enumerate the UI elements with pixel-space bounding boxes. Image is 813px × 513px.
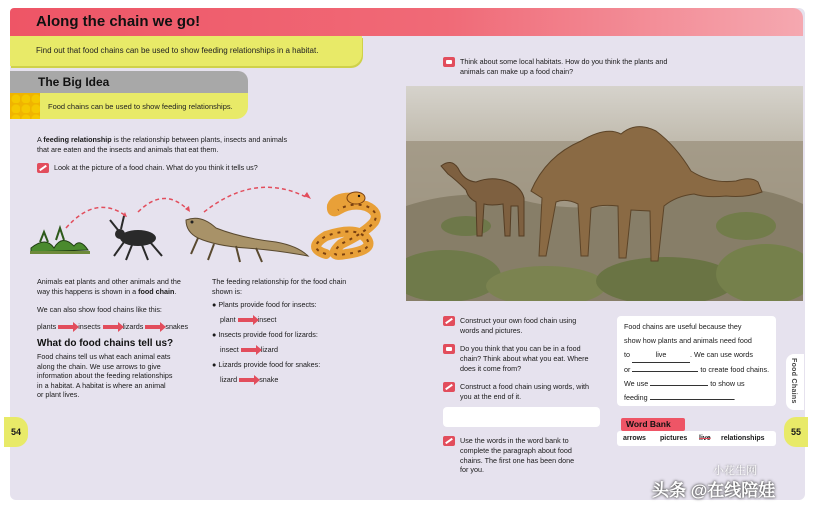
col2-intro bbox=[212, 277, 346, 296]
chain-word-plants: plants bbox=[37, 322, 57, 331]
speech-bubble-icon bbox=[443, 344, 455, 354]
answer-box[interactable] bbox=[443, 407, 600, 427]
word-chain bbox=[37, 322, 188, 332]
cloze-line5-post: to show us bbox=[710, 379, 745, 388]
word-bank-item: arrows bbox=[623, 435, 646, 442]
arrow-icon bbox=[145, 325, 161, 329]
task1-line1: Construct your own food chain using bbox=[460, 316, 577, 325]
dots-pattern bbox=[10, 93, 40, 119]
task2 bbox=[443, 344, 589, 373]
pencil-icon bbox=[443, 382, 455, 392]
intro-text: Find out that food chains can be used to show feeding relationships in a habitat. bbox=[36, 46, 319, 55]
side-tab bbox=[786, 354, 804, 410]
think-line1: Think about some local habitats. How do you think the plants and bbox=[460, 57, 668, 66]
snake-icon bbox=[316, 192, 376, 255]
cloze-line3-pre: to bbox=[624, 350, 630, 359]
task3-line2: you at the end of it. bbox=[460, 392, 522, 402]
col1-paragraph2: We can also show food chains like this: bbox=[37, 305, 162, 314]
arc-arrow-1 bbox=[66, 207, 126, 228]
task4-line3: chains. The first one has been done bbox=[460, 455, 575, 465]
watermark-small: 小花生网 bbox=[713, 465, 757, 477]
page-title: Along the chain we go! bbox=[36, 13, 201, 30]
col1-p3-line: information about the feeding relationships bbox=[37, 371, 173, 381]
arc-head-2 bbox=[185, 206, 190, 212]
cloze-line6-post: . bbox=[733, 393, 736, 402]
cloze-line3-post: . We can use words bbox=[690, 350, 753, 359]
word-bank-item: relationships bbox=[721, 435, 765, 442]
task4-line2: complete the paragraph about food bbox=[460, 446, 572, 456]
cloze-box bbox=[617, 316, 776, 406]
bullet-text: Lizards provide food for snakes: bbox=[218, 360, 321, 369]
col1-p1-line2: way this happens is shown in a bbox=[37, 286, 137, 296]
bullet-from: insect bbox=[220, 345, 239, 354]
task4-line1: Use the words in the word bank to bbox=[460, 436, 569, 445]
task4-line4: for you. bbox=[460, 465, 484, 475]
cloze-blank-filled: live bbox=[632, 348, 690, 363]
look-prompt-row bbox=[37, 163, 258, 173]
page-number-left: 54 bbox=[4, 417, 28, 447]
col2-intro-line1: The feeding relationship for the food chain bbox=[212, 277, 347, 286]
arrow-icon bbox=[238, 318, 254, 322]
definition-post: is the relationship between plants, insects and animals bbox=[113, 135, 288, 144]
bullet-from: plant bbox=[220, 315, 236, 324]
word-bank bbox=[617, 431, 776, 446]
cloze-line4-post: to create food chains. bbox=[700, 365, 770, 374]
arc-arrow-2 bbox=[138, 198, 188, 212]
cloze-line1: Food chains are useful because they bbox=[624, 322, 742, 331]
bullet-from: lizard bbox=[220, 375, 238, 384]
col1-p3-line: along the chain. We use arrows to give bbox=[37, 361, 161, 371]
col1-p1-end: . bbox=[174, 286, 177, 296]
col1-paragraph3 bbox=[37, 352, 172, 400]
bullet-chain bbox=[212, 315, 320, 330]
lizard-icon bbox=[186, 218, 308, 262]
arrow-icon bbox=[239, 378, 255, 382]
cloze-text bbox=[624, 320, 769, 405]
watermark: 头条 @在线陪娃 bbox=[652, 481, 776, 500]
word-bank-heading-bar bbox=[621, 418, 685, 431]
chain-word-insects: insects bbox=[78, 322, 101, 331]
arc-head-3 bbox=[304, 192, 311, 199]
word-bank-item-used: live bbox=[699, 435, 711, 442]
col1-paragraph1 bbox=[37, 277, 181, 296]
title-bar bbox=[10, 8, 803, 36]
task2-line2: chain? Think about what you eat. Where bbox=[460, 354, 589, 364]
task2-line3: does it come from? bbox=[460, 363, 522, 373]
speech-bubble-icon bbox=[443, 57, 455, 67]
col1-p3-line: in a habitat. A habitat is where an animal bbox=[37, 380, 166, 390]
think-prompt bbox=[443, 57, 667, 77]
col1-p1-line1: Animals eat plants and other animals and the bbox=[37, 277, 181, 286]
side-tab-label: Food Chains bbox=[790, 358, 797, 404]
bullet-chain bbox=[212, 375, 320, 390]
task4 bbox=[443, 436, 574, 475]
cloze-blank[interactable] bbox=[650, 385, 708, 386]
bullet-item: ● Insects provide food for lizards: bbox=[212, 330, 318, 339]
cloze-line4-pre: or bbox=[624, 365, 631, 374]
bullet-chain bbox=[212, 345, 320, 360]
bullet-item: ● Plants provide food for insects: bbox=[212, 300, 317, 309]
big-idea-heading: The Big Idea bbox=[38, 75, 110, 89]
task3 bbox=[443, 382, 589, 402]
cloze-blank[interactable] bbox=[632, 371, 698, 372]
bullet-to: insect bbox=[257, 315, 277, 324]
bullet-text: Insects provide food for lizards: bbox=[218, 330, 318, 339]
bullet-list bbox=[212, 300, 320, 390]
think-line2: animals can make up a food chain? bbox=[460, 67, 574, 77]
col1-p3-line: Food chains tell us what each animal eats bbox=[37, 352, 171, 361]
look-prompt: Look at the picture of a food chain. What do you think it tells us? bbox=[54, 163, 258, 172]
big-idea-heading-bar bbox=[10, 71, 248, 93]
pencil-icon bbox=[443, 436, 455, 446]
food-chain-illustration bbox=[26, 176, 386, 271]
arrow-icon bbox=[103, 325, 119, 329]
plant-icon bbox=[30, 228, 90, 254]
food-chain-term: food chain bbox=[138, 286, 175, 296]
pencil-icon bbox=[37, 163, 49, 173]
word-bank-item: pictures bbox=[660, 435, 688, 442]
definition-term: feeding relationship bbox=[43, 135, 112, 144]
word-bank-heading: Word Bank bbox=[626, 419, 671, 429]
col1-p3-line: or plant lives. bbox=[37, 390, 80, 400]
chain-word-lizards: lizards bbox=[122, 322, 144, 331]
task1-line2: words and pictures. bbox=[460, 326, 523, 336]
intro-box bbox=[10, 36, 362, 66]
definition-pre: A bbox=[37, 135, 42, 144]
page-number-right: 55 bbox=[784, 417, 808, 447]
task1 bbox=[443, 316, 576, 336]
cloze-blank[interactable] bbox=[650, 399, 734, 400]
task2-line1: Do you think that you can be in a food bbox=[460, 344, 581, 353]
definition-paragraph bbox=[37, 135, 287, 154]
arrow-icon bbox=[58, 325, 74, 329]
task3-line1: Construct a food chain using words, with bbox=[460, 382, 590, 391]
big-idea-text: Food chains can be used to show feeding relationships. bbox=[48, 102, 233, 111]
cloze-line5-pre: We use bbox=[624, 379, 649, 388]
bullet-to: lizard bbox=[260, 345, 278, 354]
cloze-line6-pre: feeding bbox=[624, 393, 648, 402]
big-idea-box bbox=[10, 93, 248, 119]
bullet-item: ● Lizards provide food for snakes: bbox=[212, 360, 321, 369]
pencil-icon bbox=[443, 316, 455, 326]
chain-word-snakes: snakes bbox=[165, 322, 189, 331]
definition-line2: that are eaten and the insects and animals that eat them. bbox=[37, 144, 219, 154]
bullet-to: snake bbox=[259, 375, 279, 384]
camel-photo bbox=[406, 86, 803, 301]
beetle-icon bbox=[110, 216, 162, 260]
arc-arrow-3 bbox=[204, 187, 308, 212]
subheading: What do food chains tell us? bbox=[37, 338, 174, 349]
cloze-line2: show how plants and animals need food bbox=[624, 336, 752, 345]
bullet-text: Plants provide food for insects: bbox=[218, 300, 317, 309]
arrow-icon bbox=[241, 348, 257, 352]
col2-intro-line2: shown is: bbox=[212, 286, 242, 296]
